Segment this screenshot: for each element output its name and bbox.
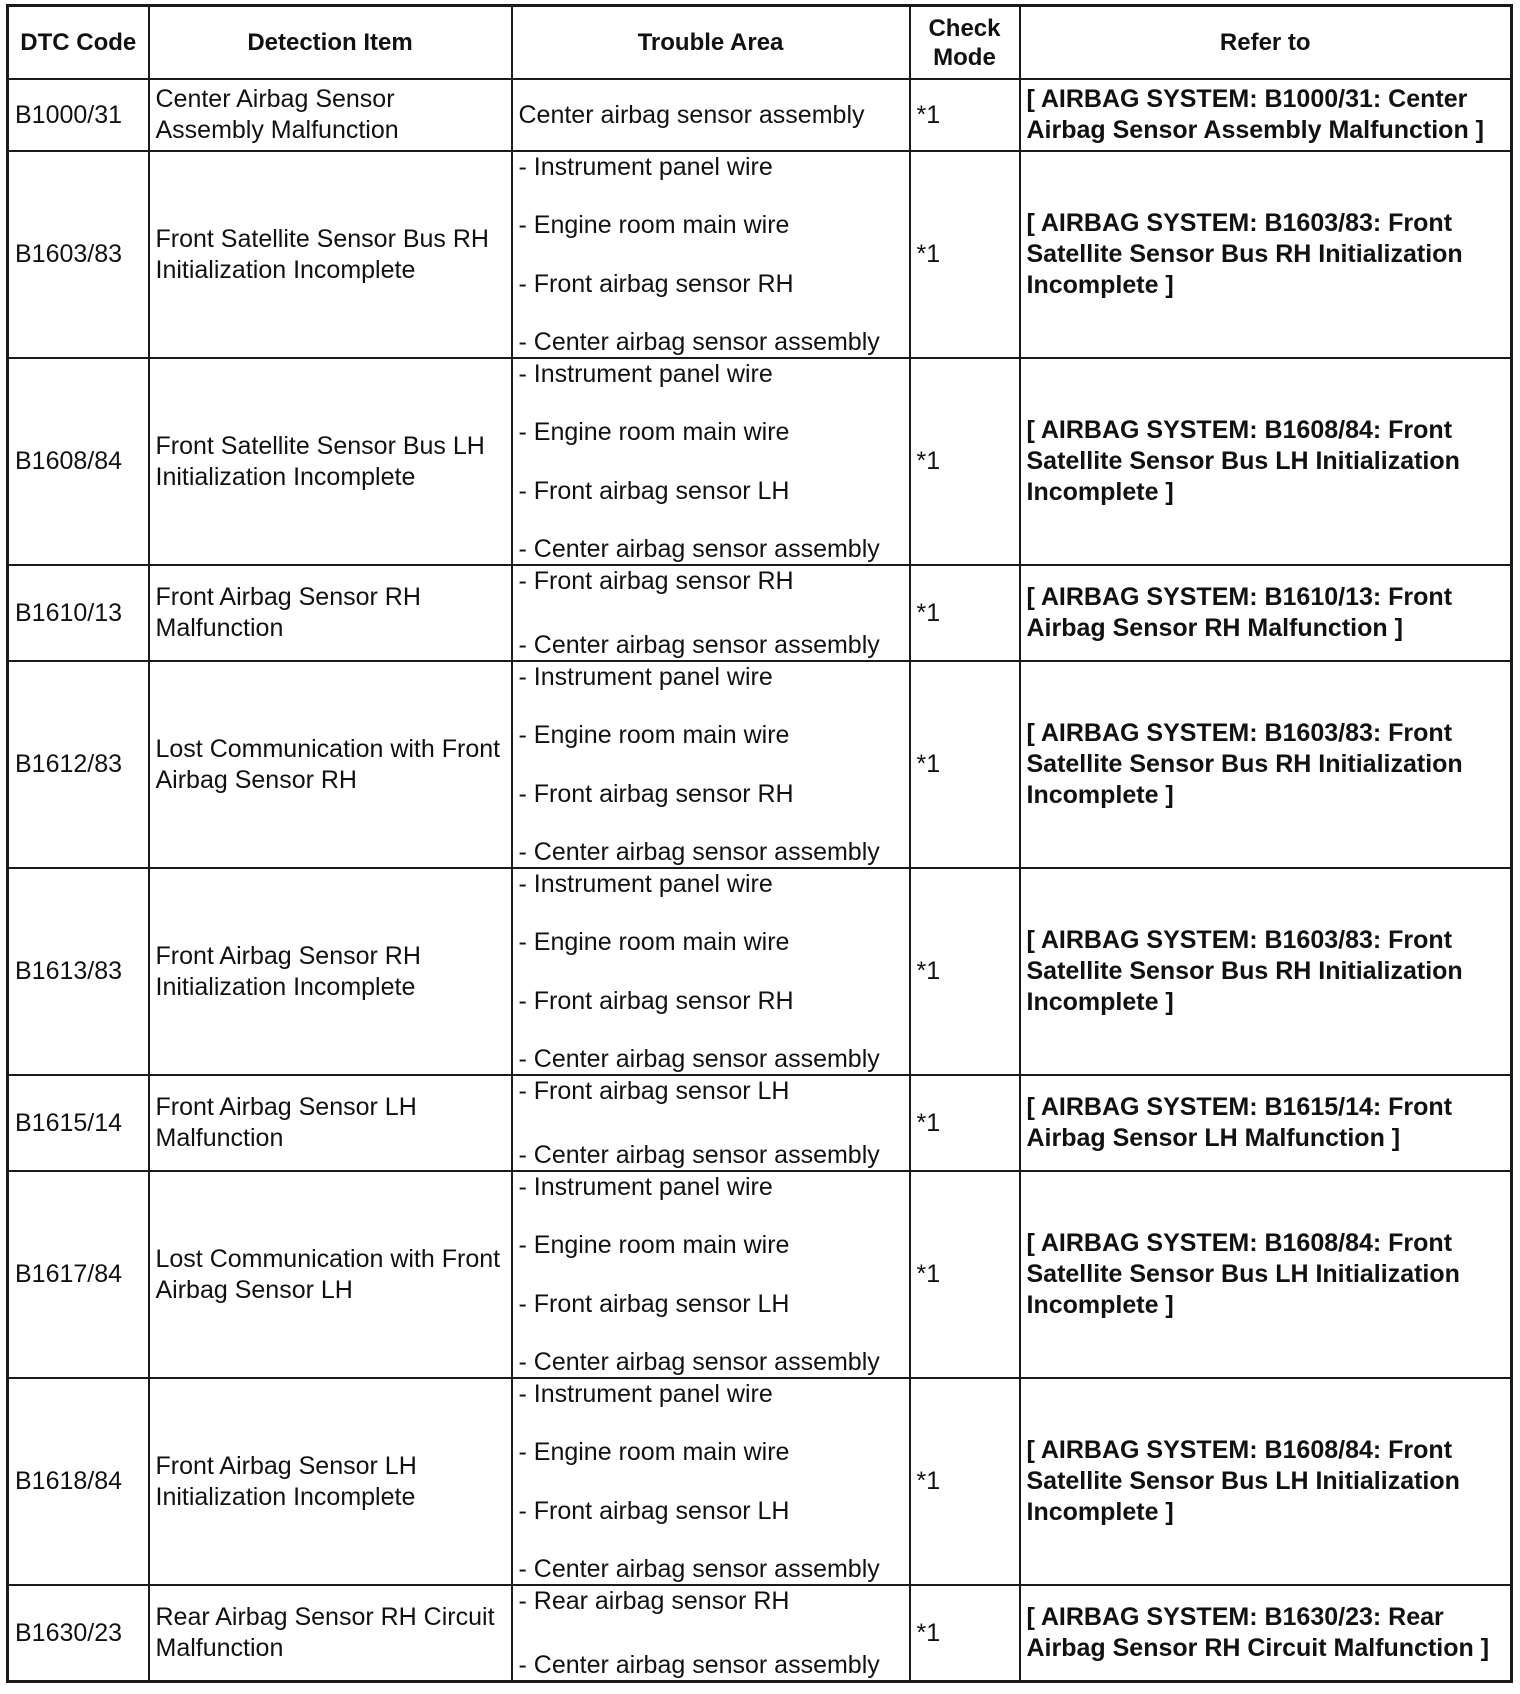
trouble-area-cell — [512, 1378, 910, 1585]
trouble-area-item: - Engine room main wire — [518, 418, 790, 447]
trouble-area-cell — [512, 868, 910, 1075]
dtc-table — [6, 4, 1513, 1683]
trouble-area-item: - Center airbag sensor assembly — [518, 1347, 880, 1376]
trouble-area-item: - Instrument panel wire — [518, 663, 773, 691]
trouble-area-list — [519, 567, 903, 659]
trouble-area-list — [519, 663, 903, 866]
check-mode-cell: *1 — [910, 79, 1020, 151]
table-row — [8, 1075, 1512, 1171]
trouble-area-item: - Center airbag sensor assembly — [518, 534, 880, 563]
trouble-area-item: - Front airbag sensor LH — [518, 1077, 790, 1105]
trouble-area-item: - Engine room main wire — [518, 1438, 790, 1467]
trouble-area-item: - Front airbag sensor LH — [518, 1496, 790, 1525]
check-mode-cell: *1 — [910, 1075, 1020, 1171]
check-mode-cell: *1 — [910, 1378, 1020, 1585]
trouble-area-item: - Center airbag sensor assembly — [518, 1141, 880, 1169]
check-mode-cell: *1 — [910, 358, 1020, 565]
trouble-area-item: - Front airbag sensor LH — [518, 476, 790, 505]
trouble-area-item: - Instrument panel wire — [518, 153, 773, 181]
dtc-code-cell: B1608/84 — [8, 358, 149, 565]
refer-to-cell: [ AIRBAG SYSTEM: B1603/83: Front Satellite Sensor Bus RH Initialization Incomplete ] — [1020, 661, 1512, 868]
table-row — [8, 79, 1512, 151]
detection-item-cell: Lost Communication with Front Airbag Sensor LH — [149, 1171, 512, 1378]
trouble-area-cell — [512, 1075, 910, 1171]
header-trouble-area: Trouble Area — [512, 6, 910, 80]
check-mode-cell: *1 — [910, 565, 1020, 661]
table-row — [8, 868, 1512, 1075]
detection-item-cell: Front Airbag Sensor RH Initialization Incomplete — [149, 868, 512, 1075]
dtc-code-cell: B1000/31 — [8, 79, 149, 151]
refer-to-cell: [ AIRBAG SYSTEM: B1630/23: Rear Airbag Sensor RH Circuit Malfunction ] — [1020, 1585, 1512, 1682]
dtc-code-cell: B1610/13 — [8, 565, 149, 661]
table-body — [8, 79, 1512, 1682]
trouble-area-list — [519, 153, 903, 356]
refer-to-cell: [ AIRBAG SYSTEM: B1603/83: Front Satellite Sensor Bus RH Initialization Incomplete ] — [1020, 868, 1512, 1075]
header-refer-to: Refer to — [1020, 6, 1512, 80]
trouble-area-item: - Center airbag sensor assembly — [518, 837, 880, 866]
trouble-area-cell — [512, 565, 910, 661]
trouble-area-item: - Center airbag sensor assembly — [518, 631, 880, 659]
trouble-area-item: - Center airbag sensor assembly — [518, 1651, 880, 1679]
header-check-mode: Check Mode — [910, 6, 1020, 80]
detection-item-cell: Rear Airbag Sensor RH Circuit Malfunction — [149, 1585, 512, 1682]
refer-to-cell: [ AIRBAG SYSTEM: B1610/13: Front Airbag Sensor RH Malfunction ] — [1020, 565, 1512, 661]
dtc-code-cell: B1615/14 — [8, 1075, 149, 1171]
trouble-area-list — [519, 1077, 903, 1169]
trouble-area-cell — [512, 358, 910, 565]
trouble-area-list — [519, 360, 903, 563]
trouble-area-list — [519, 1587, 903, 1679]
detection-item-cell: Center Airbag Sensor Assembly Malfunction — [149, 79, 512, 151]
trouble-area-item: - Front airbag sensor RH — [518, 779, 794, 808]
refer-to-cell: [ AIRBAG SYSTEM: B1608/84: Front Satellite Sensor Bus LH Initialization Incomplete ] — [1020, 358, 1512, 565]
trouble-area-item: - Front airbag sensor RH — [518, 269, 794, 298]
trouble-area-item: - Instrument panel wire — [518, 870, 773, 898]
dtc-code-cell: B1603/83 — [8, 151, 149, 358]
trouble-area-item: - Instrument panel wire — [518, 1380, 773, 1408]
trouble-area-item: - Instrument panel wire — [518, 1173, 773, 1201]
table-row — [8, 151, 1512, 358]
check-mode-cell: *1 — [910, 868, 1020, 1075]
table-row — [8, 565, 1512, 661]
trouble-area-cell — [512, 1585, 910, 1682]
dtc-code-cell: B1612/83 — [8, 661, 149, 868]
table-row — [8, 661, 1512, 868]
dtc-code-cell: B1618/84 — [8, 1378, 149, 1585]
trouble-area-list — [519, 870, 903, 1073]
trouble-area-item: - Engine room main wire — [518, 721, 790, 750]
dtc-code-cell: B1617/84 — [8, 1171, 149, 1378]
trouble-area-cell: Center airbag sensor assembly — [512, 79, 910, 151]
check-mode-cell: *1 — [910, 661, 1020, 868]
trouble-area-list — [519, 1173, 903, 1376]
trouble-area-list — [519, 1380, 903, 1583]
detection-item-cell: Front Satellite Sensor Bus RH Initialization Incomplete — [149, 151, 512, 358]
detection-item-cell: Front Airbag Sensor LH Initialization Incomplete — [149, 1378, 512, 1585]
header-row — [8, 6, 1512, 80]
refer-to-cell: [ AIRBAG SYSTEM: B1603/83: Front Satellite Sensor Bus RH Initialization Incomplete ] — [1020, 151, 1512, 358]
table-row — [8, 358, 1512, 565]
detection-item-cell: Lost Communication with Front Airbag Sensor RH — [149, 661, 512, 868]
trouble-area-item: - Center airbag sensor assembly — [518, 1044, 880, 1073]
dtc-code-cell: B1613/83 — [8, 868, 149, 1075]
trouble-area-cell — [512, 1171, 910, 1378]
trouble-area-item: - Rear airbag sensor RH — [518, 1587, 790, 1615]
detection-item-cell: Front Satellite Sensor Bus LH Initialization Incomplete — [149, 358, 512, 565]
check-mode-cell: *1 — [910, 151, 1020, 358]
trouble-area-item: - Front airbag sensor RH — [518, 567, 794, 595]
detection-item-cell: Front Airbag Sensor RH Malfunction — [149, 565, 512, 661]
refer-to-cell: [ AIRBAG SYSTEM: B1608/84: Front Satellite Sensor Bus LH Initialization Incomplete ] — [1020, 1378, 1512, 1585]
refer-to-cell: [ AIRBAG SYSTEM: B1000/31: Center Airbag Sensor Assembly Malfunction ] — [1020, 79, 1512, 151]
table-row — [8, 1585, 1512, 1682]
header-dtc-code: DTC Code — [8, 6, 149, 80]
table-row — [8, 1171, 1512, 1378]
trouble-area-item: - Engine room main wire — [518, 211, 790, 240]
detection-item-cell: Front Airbag Sensor LH Malfunction — [149, 1075, 512, 1171]
trouble-area-item: - Engine room main wire — [518, 928, 790, 957]
trouble-area-cell — [512, 151, 910, 358]
check-mode-cell: *1 — [910, 1585, 1020, 1682]
trouble-area-item: - Instrument panel wire — [518, 360, 773, 388]
trouble-area-item: - Engine room main wire — [518, 1231, 790, 1260]
dtc-code-cell: B1630/23 — [8, 1585, 149, 1682]
table-row — [8, 1378, 1512, 1585]
check-mode-cell: *1 — [910, 1171, 1020, 1378]
trouble-area-item: - Center airbag sensor assembly — [518, 1554, 880, 1583]
trouble-area-item: - Center airbag sensor assembly — [518, 327, 880, 356]
refer-to-cell: [ AIRBAG SYSTEM: B1608/84: Front Satellite Sensor Bus LH Initialization Incomplete ] — [1020, 1171, 1512, 1378]
trouble-area-item: - Front airbag sensor LH — [518, 1289, 790, 1318]
header-detection-item: Detection Item — [149, 6, 512, 80]
trouble-area-cell — [512, 661, 910, 868]
refer-to-cell: [ AIRBAG SYSTEM: B1615/14: Front Airbag Sensor LH Malfunction ] — [1020, 1075, 1512, 1171]
trouble-area-item: - Front airbag sensor RH — [518, 986, 794, 1015]
